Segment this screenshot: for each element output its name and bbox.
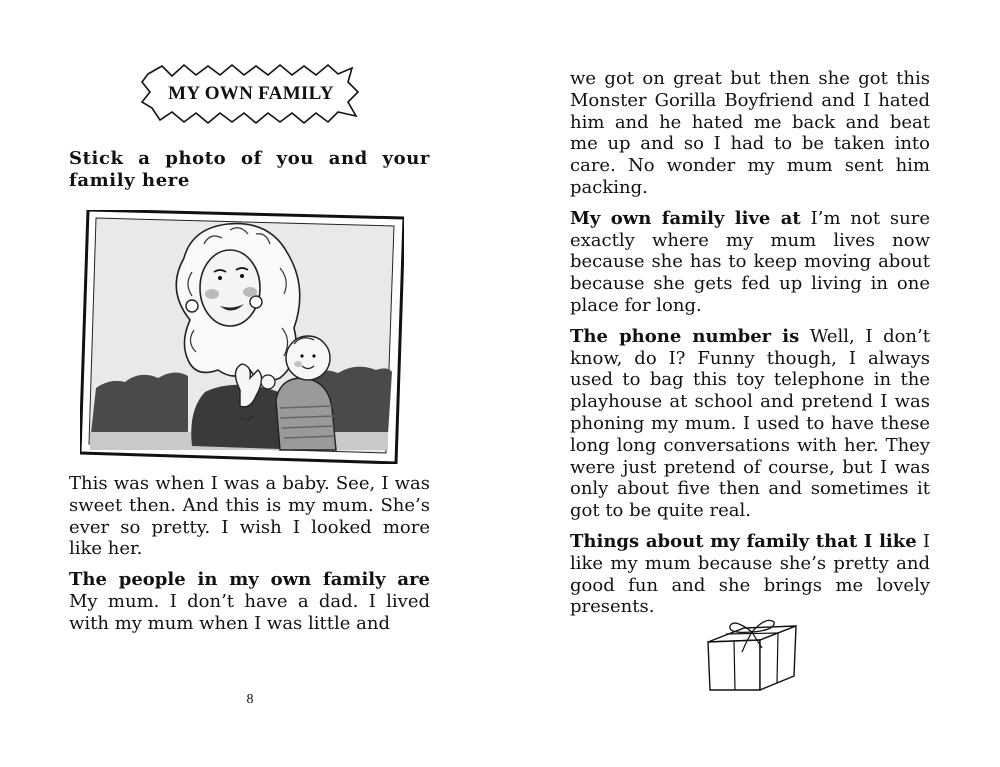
page-heading: MY OWN FAMILY bbox=[168, 83, 334, 104]
people-label: The people in my own family are bbox=[69, 569, 430, 591]
people-section bbox=[69, 569, 430, 634]
phone-label: The phone number is bbox=[570, 325, 800, 347]
right-page bbox=[500, 0, 1000, 767]
gift-box-icon bbox=[704, 612, 800, 694]
phone-section bbox=[570, 326, 930, 522]
title-badge bbox=[140, 62, 362, 126]
continuation-paragraph: we got on great but then she got this Monster Gorilla Boyfriend and I hated him and he hated me back and beat me up and so I had to be taken into care. No wonder my mum sent him packing. bbox=[570, 68, 930, 198]
photo-caption: This was when I was a baby. See, I was sweet then. And this is my mum. She’s ever so pretty. I wish I looked more like her. bbox=[69, 473, 430, 560]
likes-section bbox=[570, 531, 930, 618]
likes-label: Things about my family that I like bbox=[570, 530, 917, 552]
right-column-text bbox=[570, 68, 930, 618]
phone-text: Well, I don’t know, do I? Funny though, I always used to bag this toy telephone in the playhouse at school and pretend I was phoning my mum. I used to have these long long conversations with her. They were just pretend of course, but I was only about five then and sometimes it got to be quite real. bbox=[570, 325, 930, 522]
address-text: I’m not sure exactly where my mum lives now because she has to keep moving about because she gets fed up living in one place for long. bbox=[570, 207, 930, 316]
page-number: 8 bbox=[246, 692, 254, 707]
people-text: My mum. I don’t have a dad. I lived with my mum when I was little and bbox=[69, 590, 430, 634]
likes-text: I like my mum because she’s pretty and good fun and she brings me lovely presents. bbox=[570, 530, 930, 618]
address-section bbox=[570, 208, 930, 317]
left-column-text bbox=[69, 473, 430, 635]
address-label: My own family live at bbox=[570, 207, 801, 229]
photo-prompt: Stick a photo of you and your family here bbox=[69, 148, 430, 191]
family-photo-illustration bbox=[80, 210, 404, 464]
